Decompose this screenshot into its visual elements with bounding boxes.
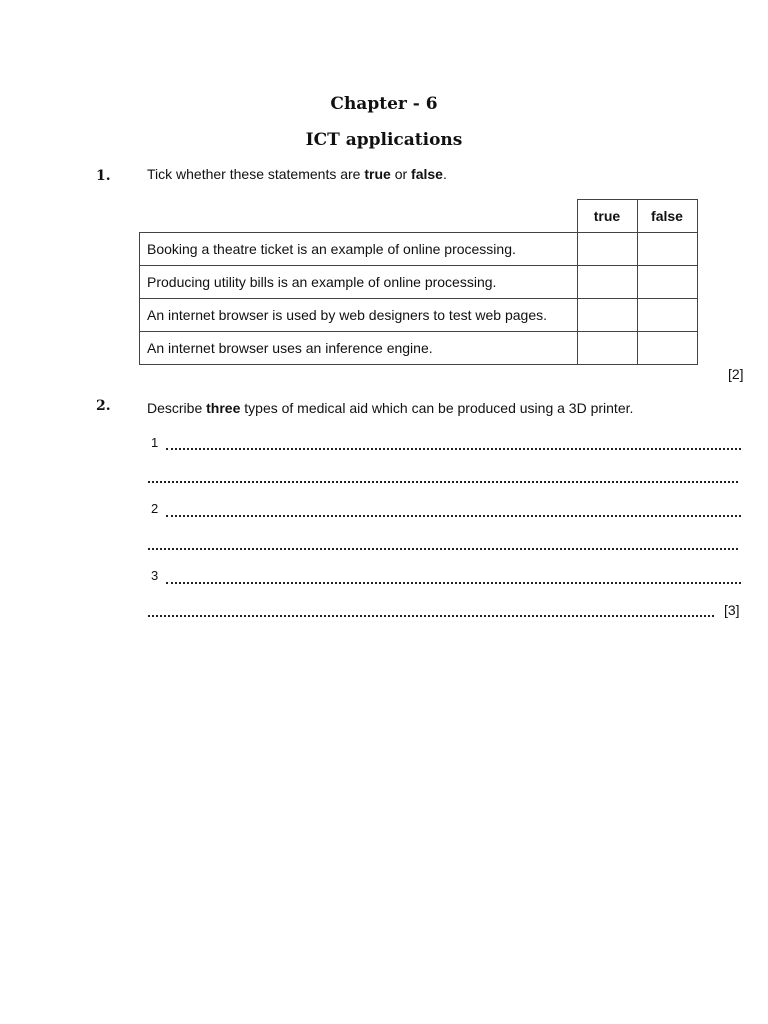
- statement-cell: An internet browser uses an inference engine.: [140, 332, 578, 365]
- answer-3-continuation-line[interactable]: [148, 615, 714, 617]
- false-tick-box[interactable]: [637, 233, 697, 266]
- statement-cell: Producing utility bills is an example of online processing.: [140, 266, 578, 299]
- false-tick-box[interactable]: [637, 332, 697, 365]
- true-tick-box[interactable]: [577, 233, 637, 266]
- question-2-text-part: types of medical aid which can be produced using a 3D printer.: [240, 400, 634, 416]
- page-title: ICT applications: [305, 130, 463, 150]
- answer-1-number: 1: [151, 435, 159, 450]
- false-tick-box[interactable]: [637, 266, 697, 299]
- question-2-text-part: Describe: [147, 400, 207, 416]
- answer-1-line[interactable]: [166, 448, 741, 450]
- table-row: [140, 266, 698, 299]
- question-1-text-part: Tick whether these statements are: [147, 166, 365, 182]
- answer-2-continuation-line[interactable]: [148, 548, 738, 550]
- table-blank-cell: [140, 200, 578, 233]
- question-1-text-part: or: [390, 166, 412, 182]
- question-1-marks: [2]: [728, 366, 744, 382]
- statement-cell: Booking a theatre ticket is an example of online processing.: [140, 233, 578, 266]
- question-2-marks: [3]: [724, 602, 740, 618]
- table-row: [140, 332, 698, 365]
- question-2-bold-three: three: [206, 400, 241, 416]
- answer-2-line[interactable]: [166, 515, 741, 517]
- true-tick-box[interactable]: [577, 266, 637, 299]
- answer-2-number: 2: [151, 501, 159, 516]
- header-false: false: [637, 200, 697, 233]
- answer-3-line[interactable]: [166, 582, 741, 584]
- question-1-bold-false: false: [411, 166, 443, 182]
- header-true: true: [577, 200, 637, 233]
- answer-3-number: 3: [151, 568, 159, 583]
- table-header-row: [140, 200, 698, 233]
- table-row: [140, 299, 698, 332]
- true-tick-box[interactable]: [577, 299, 637, 332]
- question-1-text: [147, 166, 447, 182]
- true-tick-box[interactable]: [577, 332, 637, 365]
- question-2-text: [147, 400, 633, 416]
- statement-cell: An internet browser is used by web designers to test web pages.: [140, 299, 578, 332]
- question-2-number: 2.: [96, 398, 111, 414]
- false-tick-box[interactable]: [637, 299, 697, 332]
- true-false-table: [139, 199, 698, 365]
- table-row: [140, 233, 698, 266]
- question-1-number: 1.: [96, 168, 111, 184]
- question-1-text-part: .: [442, 166, 447, 182]
- answer-1-continuation-line[interactable]: [148, 481, 738, 483]
- chapter-title: Chapter - 6: [330, 94, 438, 114]
- question-1-bold-true: true: [364, 166, 391, 182]
